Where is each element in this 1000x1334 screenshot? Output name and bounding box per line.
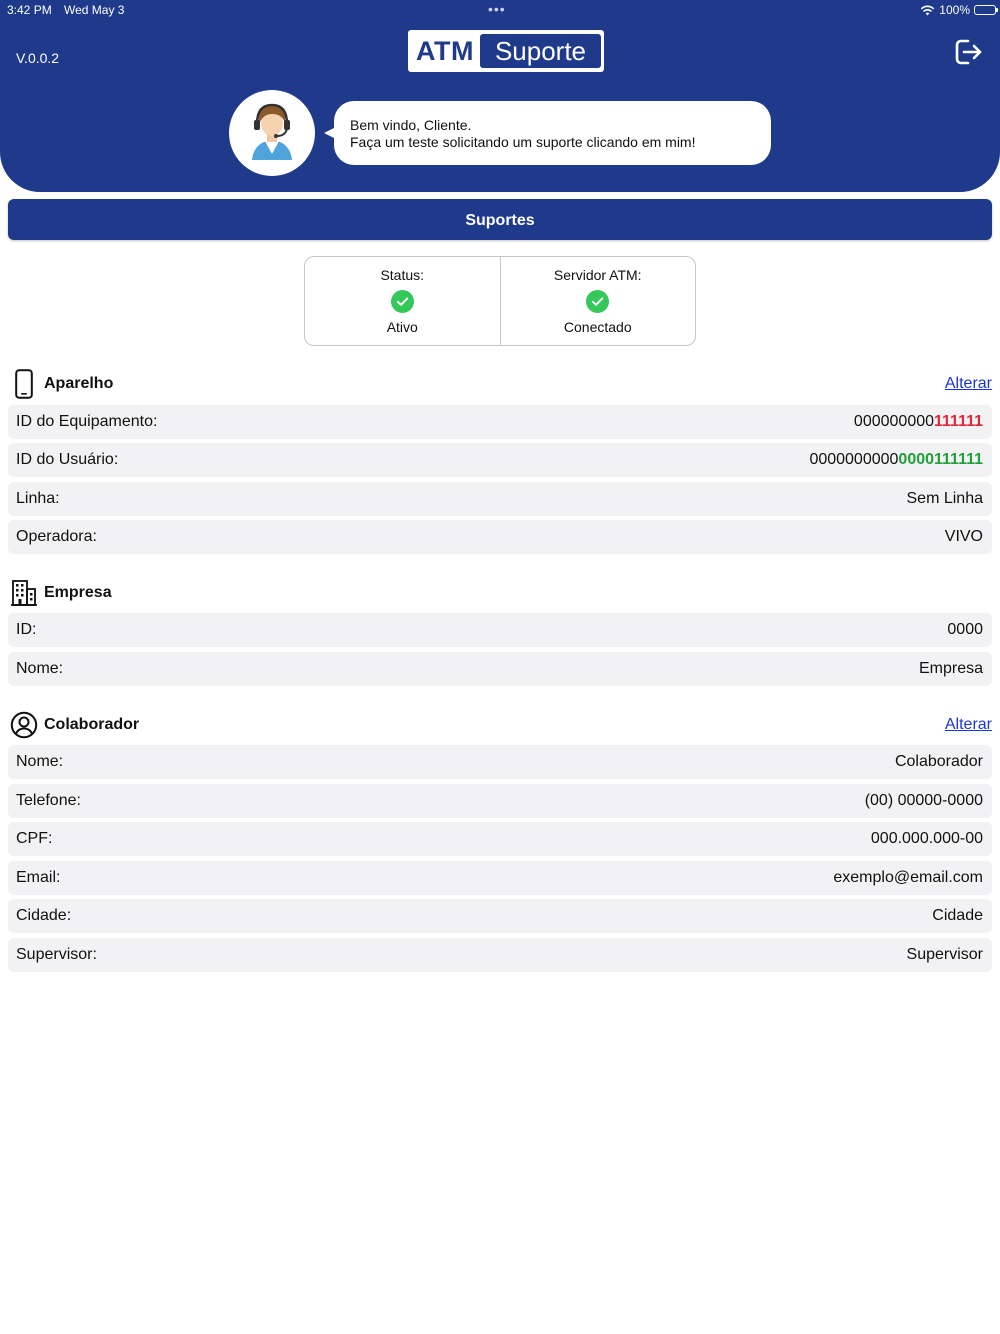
- greeting-line-1: Bem vindo, Cliente.: [350, 117, 472, 133]
- colaborador-row: [8, 861, 992, 895]
- colaborador-alterar-link[interactable]: Alterar: [944, 716, 992, 733]
- row-value: Cidade: [932, 907, 983, 924]
- welcome-bubble[interactable]: [334, 101, 771, 165]
- wifi-icon: [920, 5, 935, 16]
- colaborador-row: [8, 822, 992, 856]
- empresa-nome-row: [8, 652, 992, 686]
- row-value: exemplo@email.com: [833, 869, 983, 886]
- smartphone-icon: [10, 369, 38, 399]
- multitasking-dots-icon[interactable]: •••: [488, 1, 506, 17]
- app-logo: [408, 30, 604, 72]
- aparelho-alterar-link[interactable]: Alterar: [944, 375, 992, 392]
- row-label: Email:: [16, 869, 61, 886]
- empresa-id-row: [8, 613, 992, 647]
- row-label: Linha:: [16, 490, 60, 507]
- row-value: Supervisor: [906, 946, 983, 963]
- colaborador-row: [8, 784, 992, 818]
- operadora-row: [8, 520, 992, 554]
- row-value: 000.000.000-00: [870, 830, 983, 847]
- user-id-value: [809, 451, 983, 469]
- logo-suporte: Suporte: [480, 34, 601, 68]
- colaborador-row: [8, 899, 992, 933]
- colaborador-row: [8, 938, 992, 972]
- status-cell: [305, 257, 500, 345]
- row-label: Nome:: [16, 753, 64, 770]
- row-label: Telefone:: [16, 792, 81, 809]
- battery-percent: 100%: [939, 3, 970, 17]
- row-value: Sem Linha: [906, 490, 983, 507]
- building-icon: [10, 578, 38, 608]
- server-label: Servidor ATM:: [553, 267, 642, 283]
- greeting-line-2: Faça um teste solicitando um suporte clicando em mim!: [350, 134, 696, 150]
- status-bar: [0, 3, 1000, 19]
- empresa-title: Empresa: [44, 584, 112, 601]
- equipment-id-row: [8, 405, 992, 439]
- support-agent-icon: [229, 90, 315, 176]
- row-label: Supervisor:: [16, 946, 97, 963]
- logo-atm: ATM: [416, 35, 474, 66]
- aparelho-section-header: [10, 369, 992, 399]
- app-header: [0, 0, 1000, 192]
- status-value: Ativo: [386, 319, 418, 335]
- user-id-suffix: 0000111111: [898, 451, 983, 468]
- suportes-button[interactable]: Suportes: [8, 199, 992, 240]
- app-version: V.0.0.2: [16, 50, 60, 66]
- server-cell: [500, 257, 696, 345]
- row-label: ID do Usuário:: [16, 451, 119, 468]
- status-label: Status:: [380, 267, 425, 283]
- equipment-id-prefix: 000000000: [853, 413, 935, 430]
- row-value: VIVO: [944, 528, 983, 545]
- row-label: CPF:: [16, 830, 53, 847]
- equipment-id-suffix: 111111: [934, 413, 983, 430]
- user-id-prefix: 0000000000: [809, 451, 899, 468]
- user-circle-icon: [10, 710, 38, 740]
- row-label: ID:: [16, 621, 37, 638]
- empresa-section-header: [10, 578, 992, 608]
- colaborador-row: [8, 745, 992, 779]
- row-label: ID do Equipamento:: [16, 413, 158, 430]
- support-agent-avatar[interactable]: [229, 90, 315, 176]
- colaborador-title: Colaborador: [44, 716, 140, 733]
- row-value: (00) 00000-0000: [864, 792, 983, 809]
- row-label: Operadora:: [16, 528, 97, 545]
- row-label: Nome:: [16, 660, 64, 677]
- status-time: 3:42 PM: [7, 3, 52, 17]
- row-value: Empresa: [918, 660, 983, 677]
- row-value: 0000: [947, 621, 983, 638]
- row-label: Cidade:: [16, 907, 72, 924]
- row-value: Colaborador: [894, 753, 983, 770]
- colaborador-section-header: [10, 710, 992, 740]
- battery-icon: [974, 5, 996, 15]
- status-card: [304, 256, 696, 346]
- linha-row: [8, 482, 992, 516]
- check-circle-icon: [391, 290, 414, 313]
- aparelho-title: Aparelho: [44, 375, 114, 392]
- user-id-row: [8, 443, 992, 477]
- equipment-id-value: [854, 413, 983, 431]
- status-date: Wed May 3: [64, 3, 125, 17]
- check-circle-icon: [586, 290, 609, 313]
- logout-icon[interactable]: [953, 38, 983, 66]
- server-value: Conectado: [563, 319, 632, 335]
